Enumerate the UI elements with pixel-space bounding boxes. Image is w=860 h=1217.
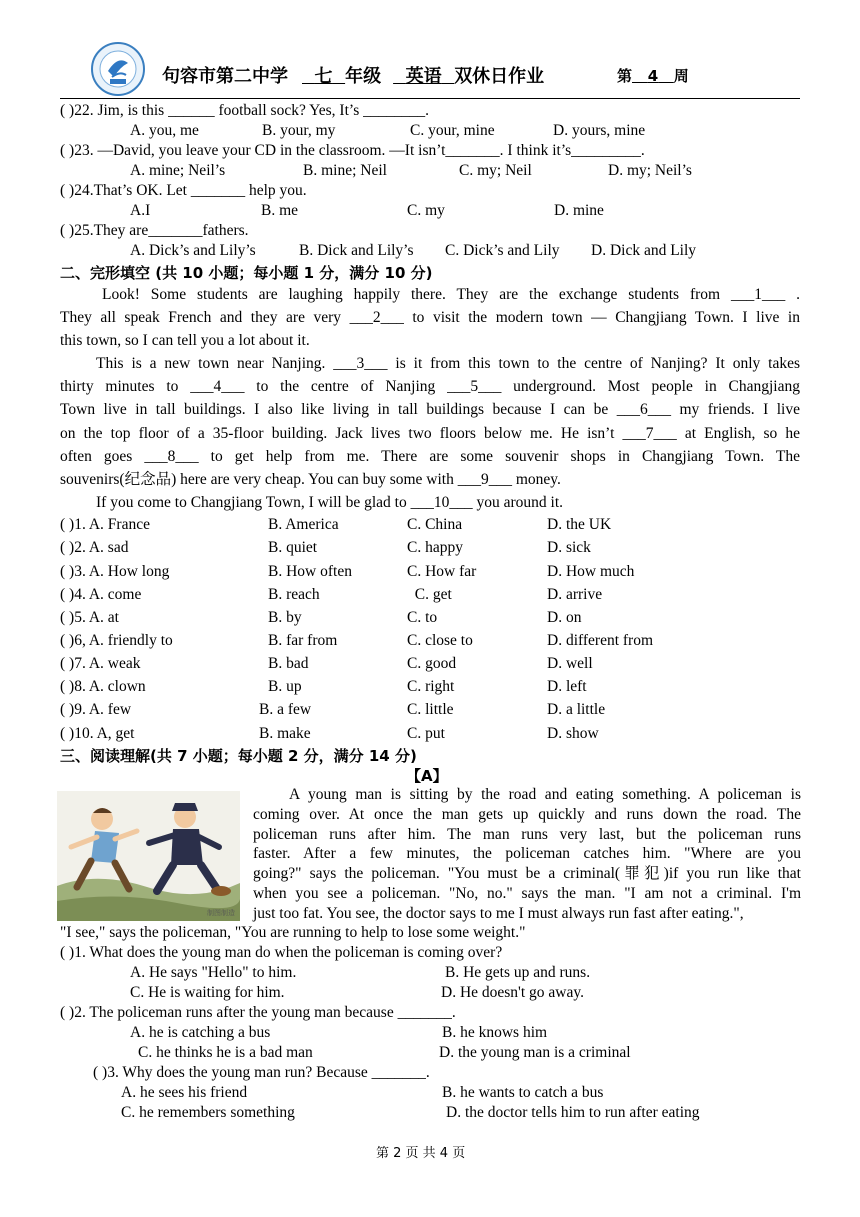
text-cloze-paragraphs-1-2: Town live in tall buildings. I also like living in tall buildings because I can be ___6___ my friends. I live — [60, 401, 800, 419]
text-cloze-items-0-c: C. China — [407, 516, 463, 533]
text-reading-questions-0-a: A. He says "Hello" to him. — [130, 964, 297, 981]
text-cloze-items-1-c: C. happy — [407, 539, 463, 556]
reading-illustration — [57, 791, 240, 921]
text-cloze-paragraphs-2-0: If you come to Changjiang Town, I will be glad to ___10___ you around it. — [96, 493, 564, 511]
text-cloze-paragraphs-1-5: souvenirs(纪念品) here are very cheap. You can buy some with ___9___ money. — [60, 470, 561, 488]
text-header-week-prefix: 第 — [617, 67, 633, 85]
text-part1-items-0-opts-0: A. you, me — [130, 122, 199, 139]
image-caption: 制图制造 — [207, 909, 235, 917]
section-3-title: 三、阅读理解(共 7 小题；每小题 2 分，满分 14 分) — [60, 747, 417, 765]
text-reading-questions-0-d: D. He doesn't go away. — [441, 984, 584, 1001]
text-cloze-items-9-d: D. show — [547, 725, 599, 742]
page-header — [162, 62, 544, 88]
text-part1-items-3-opts-1: B. Dick and Lily’s — [299, 242, 414, 259]
text-cloze-items-9-c: C. put — [407, 725, 445, 742]
text-reading-questions-1-a: A. he is catching a bus — [130, 1024, 271, 1041]
text-reading-lines-4: going?" says the policeman. "You must be a criminal(罪犯)if you run like that — [253, 865, 801, 883]
text-cloze-items-5-num: ( )6, A. friendly to — [60, 632, 173, 649]
text-cloze-items-6-d: D. well — [547, 655, 593, 672]
text-cloze-items-3-b: B. reach — [268, 586, 320, 603]
text-reading-questions-1-b: B. he knows him — [442, 1024, 548, 1041]
text-cloze-items-8-d: D. a little — [547, 701, 606, 718]
text-reading-lines-3: faster. After a few minutes, the policeman catches him. "Where are you — [253, 845, 801, 863]
text-reading-lines-6: just too fat. You see, the doctor says to me I must always run fast after eating.", — [253, 904, 744, 922]
text-cloze-items-1-b: B. quiet — [268, 539, 318, 556]
text-cloze-items-8-b: B. a few — [259, 701, 312, 718]
text-cloze-items-4-d: D. on — [547, 609, 582, 626]
text-cloze-items-4-b: B. by — [268, 609, 302, 626]
cloze-passage — [60, 283, 800, 514]
text-cloze-items-7-b: B. up — [268, 678, 302, 695]
text-cloze-items-0-num: ( )1. A. France — [60, 516, 150, 533]
text-part1-items-1-opts-2: C. my; Neil — [459, 162, 532, 179]
text-reading-lines-2: policeman runs after him. The man runs very last, but the policeman runs — [253, 825, 801, 843]
text-cloze-items-5-b: B. far from — [268, 632, 338, 649]
text-part1-items-1-opts-3: D. my; Neil’s — [608, 162, 692, 179]
text-header-week-suffix: 周 — [673, 67, 689, 85]
text-cloze-items-2-b: B. How often — [268, 563, 352, 580]
text-part1-items-3-opts-2: C. Dick’s and Lily — [445, 242, 560, 259]
subject — [393, 66, 454, 87]
text-cloze-items-7-d: D. left — [547, 678, 587, 695]
text-cloze-items-1-num: ( )2. A. sad — [60, 539, 129, 556]
text-part1-items-0-opts-3: D. yours, mine — [553, 122, 646, 139]
school-logo — [90, 41, 146, 97]
grade-number — [302, 66, 345, 87]
text-cloze-items-7-num: ( )8. A. clown — [60, 678, 146, 695]
text-part1-items-1-stem: ( )23. —David, you leave your CD in the classroom. —It isn’t_______. I think it’s_________. — [60, 142, 645, 159]
text-cloze-items-3-num: ( )4. A. come — [60, 586, 142, 603]
text-part1-items-1-opts-1: B. mine; Neil — [303, 162, 387, 179]
text-cloze-paragraphs-0-1: They all speak French and they are very ___2___ to visit the modern town — Changjiang Town. I live in — [60, 309, 800, 327]
text-reading-questions-1-d: D. the young man is a criminal — [439, 1044, 631, 1061]
text-reading-lines-5: when you see a policeman. "No, no." says the man. "I am not a criminal. I'm — [253, 884, 801, 902]
text-reading-questions-2-stem: ( )3. Why does the young man run? Because _______. — [93, 1064, 430, 1081]
text-part1-items-2-opts-2: C. my — [407, 202, 445, 219]
text-reading-questions-2-d: D. the doctor tells him to run after eating — [446, 1104, 700, 1121]
text-cloze-items-0-d: D. the UK — [547, 516, 612, 533]
text-part1-items-0-opts-1: B. your, my — [262, 122, 336, 139]
text-part1-items-3-opts-0: A. Dick’s and Lily’s — [130, 242, 256, 259]
text-header-week-num: 4 — [647, 67, 659, 85]
text-cloze-items-5-c: C. close to — [407, 632, 473, 649]
text-reading-questions-0-c: C. He is waiting for him. — [130, 984, 285, 1001]
text-part1-items-3-opts-3: D. Dick and Lily — [591, 242, 697, 259]
text-header-subject: 英语 — [405, 66, 442, 87]
text-cloze-paragraphs-0-0: Look! Some students are laughing happily there. They are the exchange students from ___1___ . — [102, 286, 800, 303]
reading-passage — [253, 785, 801, 924]
text-cloze-items-4-c: C. to — [407, 609, 438, 626]
text-header-grade-num: 七 — [314, 66, 333, 87]
text-cloze-items-5-d: D. different from — [547, 632, 654, 649]
text-reading-questions-2-a: A. he sees his friend — [121, 1084, 248, 1101]
text-cloze-items-6-c: C. good — [407, 655, 457, 672]
text-cloze-items-6-b: B. bad — [268, 655, 309, 672]
text-part1-items-1-opts-0: A. mine; Neil’s — [130, 162, 226, 179]
text-reading-lines-0: A young man is sitting by the road and eating something. A policeman is — [289, 786, 801, 803]
header-rule — [60, 98, 800, 99]
text-cloze-paragraphs-1-4: often goes ___8___ to get help from me. There are some souvenir shops in Changjiang Town. The — [60, 447, 800, 465]
text-part1-items-0-stem: ( )22. Jim, is this ______ football sock? Yes, It’s ________. — [60, 102, 429, 119]
text-part1-items-0-opts-2: C. your, mine — [410, 122, 495, 139]
text-cloze-paragraphs-1-1: thirty minutes to ___4___ to the centre of Nanjing ___5___ underground. Most people in Changjiang — [60, 378, 800, 396]
reading-passage-last-line: "I see," says the policeman, "You are running to help to lose some weight." — [60, 924, 526, 941]
text-reading-questions-0-stem: ( )1. What does the young man do when the policeman is coming over? — [60, 944, 503, 961]
text-reading-questions-0-b: B. He gets up and runs. — [445, 964, 591, 981]
text-cloze-items-4-num: ( )5. A. at — [60, 609, 119, 626]
text-cloze-paragraphs-1-3: on the top floor of a 35-floor building. Jack lives two floors below me. He isn’t ___7___ at English, so he — [60, 424, 800, 442]
text-reading-questions-2-c: C. he remembers something — [121, 1104, 295, 1121]
text-cloze-items-8-c: C. little — [407, 701, 454, 718]
text-cloze-items-2-num: ( )3. A. How long — [60, 563, 170, 580]
text-part1-items-3-stem: ( )25.They are_______fathers. — [60, 222, 249, 239]
text-cloze-items-2-d: D. How much — [547, 563, 635, 580]
homework-label: 双休日作业 — [454, 66, 545, 87]
text-cloze-items-7-c: C. right — [407, 678, 455, 695]
week-label — [617, 65, 689, 86]
page-footer: 第 2 页 共 4 页 — [376, 1146, 466, 1161]
text-reading-lines-1: coming over. At once the man gets up quickly and runs down the road. The — [253, 805, 801, 823]
text-cloze-items-6-num: ( )7. A. weak — [60, 655, 141, 672]
section-2-title: 二、完形填空 (共 10 小题；每小题 1 分，满分 10 分) — [60, 264, 433, 282]
text-part1-items-2-opts-0: A.I — [130, 202, 151, 219]
text-reading-questions-1-stem: ( )2. The policeman runs after the young man because _______. — [60, 1004, 456, 1021]
school-name: 句容市第二中学 — [162, 66, 288, 87]
text-part1-items-2-opts-1: B. me — [261, 202, 299, 219]
text-cloze-paragraphs-1-0: This is a new town near Nanjing. ___3___ is it from this town to the centre of Nanjing? It only takes — [96, 355, 800, 373]
text-cloze-items-1-d: D. sick — [547, 539, 591, 556]
text-cloze-items-2-c: C. How far — [407, 563, 477, 580]
grade-label: 年级 — [345, 66, 382, 87]
text-cloze-items-8-num: ( )9. A. few — [60, 701, 132, 718]
text-cloze-items-9-num: ( )10. A, get — [60, 725, 135, 742]
text-cloze-items-0-b: B. America — [268, 516, 339, 533]
text-reading-questions-2-b: B. he wants to catch a bus — [442, 1084, 604, 1101]
text-reading-questions-1-c: C. he thinks he is a bad man — [138, 1044, 313, 1061]
text-cloze-paragraphs-0-2: this town, so I can tell you a lot about it. — [60, 332, 310, 350]
text-part1-items-2-stem: ( )24.That’s OK. Let _______ help you. — [60, 182, 307, 199]
reading-label: 【A】 — [406, 767, 448, 785]
text-cloze-items-3-d: D. arrive — [547, 586, 603, 603]
text-cloze-items-9-b: B. make — [259, 725, 311, 742]
text-part1-items-2-opts-3: D. mine — [554, 202, 604, 219]
text-cloze-items-3-c: C. get — [407, 586, 452, 603]
